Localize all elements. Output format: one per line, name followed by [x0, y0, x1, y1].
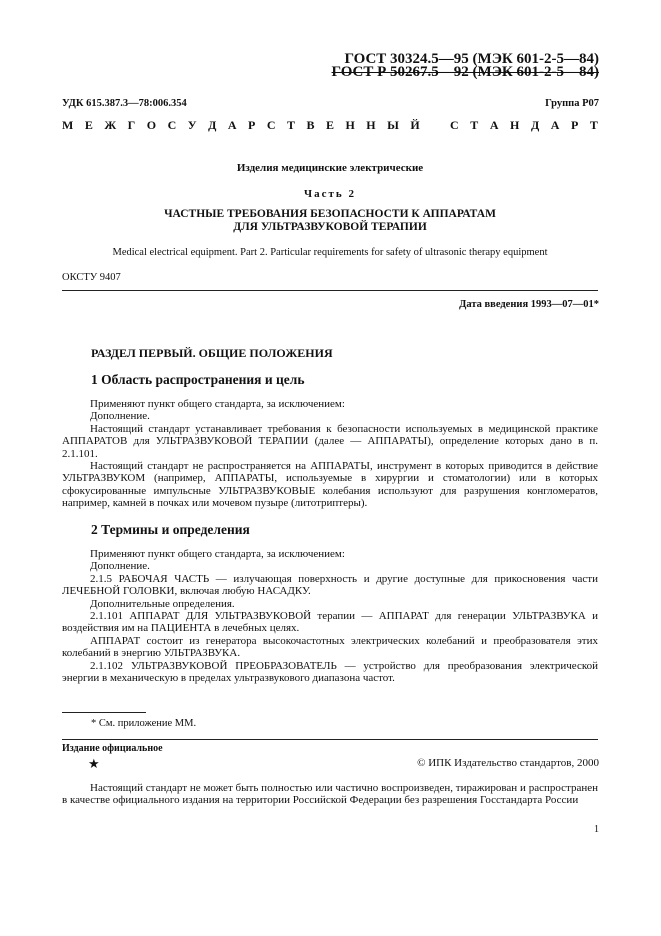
- copyright-notice: © ИПК Издательство стандартов, 2000: [417, 757, 599, 769]
- effective-date: Дата введения 1993—07—01*: [459, 299, 599, 310]
- clause-2-paragraph: 2.1.102 УЛЬТРАЗВУКОВОЙ ПРЕОБРАЗОВАТЕЛЬ — устройство для преобразования электрической энергии в механическую в пределах ультразвукового диапазона частот.: [62, 659, 598, 685]
- banner-letter: А: [227, 118, 237, 132]
- star-icon: ★: [88, 756, 100, 771]
- banner-letter: Т: [286, 118, 295, 132]
- udc-code: УДК 615.387.3—78:006.354: [62, 98, 187, 109]
- clause-1-paragraph: Настоящий стандарт не распространяется на АППАРАТЫ, инструмент в которых приводится в действие УЛЬТРАЗВУКОМ (например, АППАРАТЫ, используемые в хирургии и стоматологии) или в которых сфокусированные импульсные УЛЬТРАЗВУКОВЫЕ колебания используют для разрушения конгломератов, например, камней в почках или мочевом пузыре (литотриптеры).: [62, 460, 598, 510]
- title-line-1: ЧАСТНЫЕ ТРЕБОВАНИЯ БЕЗОПАСНОСТИ К АППАРАТАМ: [164, 208, 496, 220]
- reproduction-notice: Настоящий стандарт не может быть полностью или частично воспроизведен, тиражирован и распространен в качестве официального издания на территории Российской Федерации без разрешения Госстандарта России: [62, 782, 598, 807]
- page-number: 1: [594, 824, 599, 835]
- banner-word-standart: [450, 118, 598, 133]
- clause-1-paragraph: Применяют пункт общего стандарта, за исключением:: [90, 398, 345, 410]
- footnote-divider: [62, 712, 146, 713]
- banner-letter: Т: [470, 118, 479, 132]
- banner-letter: М: [62, 118, 74, 132]
- banner-letter: Е: [325, 118, 334, 132]
- banner-letter: Д: [530, 118, 540, 132]
- clause-2-body: [62, 548, 598, 684]
- banner-letter: С: [266, 118, 276, 132]
- banner-letter: Р: [571, 118, 579, 132]
- banner-letter: Е: [84, 118, 93, 132]
- banner-letter: Н: [510, 118, 520, 132]
- section-title: РАЗДЕЛ ПЕРВЫЙ. ОБЩИЕ ПОЛОЖЕНИЯ: [91, 346, 333, 360]
- banner-letter: Р: [247, 118, 256, 132]
- banner-letter: С: [167, 118, 177, 132]
- clause-2-paragraph: Дополнительные определения.: [90, 597, 235, 610]
- banner-letter: Д: [208, 118, 217, 132]
- footnote: * См. приложение ММ.: [91, 718, 197, 729]
- standard-banner: [62, 118, 598, 133]
- banner-letter: У: [187, 118, 197, 132]
- title-line-2: ДЛЯ УЛЬТРАЗВУКОВОЙ ТЕРАПИИ: [233, 221, 427, 233]
- group-code: Группа Р07: [545, 98, 599, 109]
- banner-word-mezhgosudarstvennyi: [62, 118, 420, 133]
- official-edition-label: Издание официальное: [62, 743, 163, 754]
- clause-2-heading: 2 Термины и определения: [91, 522, 250, 537]
- edition-divider: [62, 739, 598, 740]
- banner-letter: Т: [589, 118, 598, 132]
- clause-1-paragraph: Настоящий стандарт устанавливает требования к безопасности используемых в медицинской практике АППАРАТОВ для УЛЬТРАЗВУКОВОЙ ТЕРАПИИ (далее — АППАРАТЫ), определение которых дано в п. 2.1.101.: [62, 422, 598, 460]
- gost-designation-primary: ГОСТ 30324.5—95 (МЭК 601-2-5—84): [344, 51, 599, 67]
- clause-1-body: [62, 398, 598, 510]
- clause-2-paragraph: Дополнение.: [90, 560, 150, 573]
- banner-letter: А: [550, 118, 560, 132]
- standard-subject: Изделия медицинские электрические: [236, 162, 424, 174]
- part-label: Часть 2: [304, 188, 356, 200]
- clause-2-paragraph: 2.1.101 АППАРАТ ДЛЯ УЛЬТРАЗВУКОВОЙ терапии — АППАРАТ для генерации УЛЬТРАЗВУКА и воздействия им на ПАЦИЕНТА в лечебных целях.: [62, 610, 598, 635]
- reproduction-notice-block: [62, 782, 598, 807]
- clause-2-paragraph: 2.1.5 РАБОЧАЯ ЧАСТЬ — излучающая поверхность и другие доступные для прикосновения части ЛЕЧЕБНОЙ ГОЛОВКИ, включая любую НАСАДКУ.: [62, 572, 598, 598]
- banner-letter: А: [489, 118, 499, 132]
- clause-2-paragraph: АППАРАТ состоит из генератора высокочастотных электрических колебаний и преобразователя этих колебаний в энергию УЛЬТРАЗВУКА.: [62, 634, 598, 660]
- banner-letter: С: [450, 118, 459, 132]
- clause-2-paragraph: Применяют пункт общего стандарта, за исключением:: [90, 548, 345, 560]
- banner-letter: Н: [366, 118, 376, 132]
- banner-letter: Ж: [104, 118, 117, 132]
- banner-letter: В: [306, 118, 315, 132]
- okstu-code: ОКСТУ 9407: [62, 272, 121, 283]
- gost-designation-superseded: ГОСТ Р 50267.5—92 (МЭК 601-2-5—84): [331, 64, 599, 80]
- english-title: Medical electrical equipment. Part 2. Particular requirements for safety of ultrasonic therapy equipment: [112, 247, 548, 258]
- banner-letter: О: [146, 118, 157, 132]
- clause-1-heading: 1 Область распространения и цель: [91, 372, 305, 387]
- banner-letter: Н: [345, 118, 355, 132]
- banner-letter: Г: [127, 118, 136, 132]
- title-divider: [62, 290, 598, 291]
- clause-1-paragraph: Дополнение.: [90, 410, 150, 423]
- banner-letter: Ы: [387, 118, 399, 132]
- banner-letter: Й: [410, 118, 420, 132]
